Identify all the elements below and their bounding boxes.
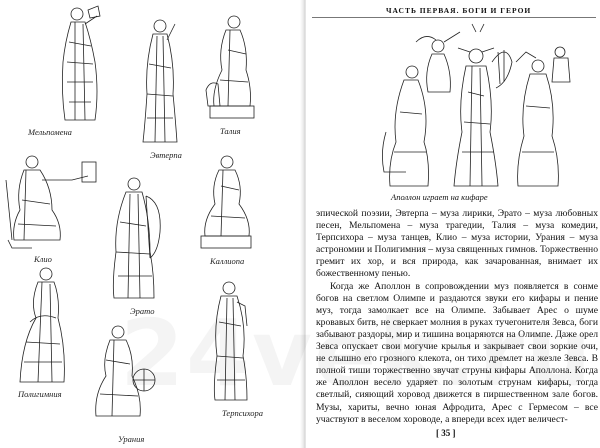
caption-thalia: Талия — [220, 126, 241, 136]
figure-apollo-scene — [376, 22, 576, 190]
paragraph-2: Когда же Аполлон в сопровождении муз появляется в сонме богов на светлом Олимпе и раздаются звуки его кифары и пение муз, тогда замолкает все на Олимпе. Забывает Арес о шуме кровавых битв, не сверкает молния в руках тучегонителя Зевса, боги забывают раздоры, мир и тишина воцаряются на Олимпе. Даже орел Зевса опускает свои могучие крылья и закрывает свои зоркие очи, не слышно его грозного клекота, он тихо дремлет на жезле Зевса. В полной тиши торжественно звучат струны кифары Аполлона. Когда же Аполлон весело ударяет по золотым струнам кифары, тогда светлый, сияющий хоровод движется в пиршественном зале богов. Музы, хариты, вечно юная Афродита, Арес с Гермесом – все участвуют в веселом хороводе, а впереди всех идет величест- — [316, 280, 598, 425]
caption-terpsichore: Терпсихора — [222, 408, 264, 418]
figure-clio — [2, 150, 102, 252]
figure-terpsichore — [205, 276, 257, 404]
caption-erato: Эрато — [130, 306, 155, 316]
figure-euterpe — [135, 14, 185, 146]
header-rule — [312, 17, 596, 18]
caption-melpomene: Мельпомена — [28, 127, 72, 137]
figure-kalliope — [195, 150, 257, 250]
caption-kalliope: Каллиопа — [210, 256, 245, 266]
caption-urania: Урания — [118, 434, 145, 444]
running-head: ЧАСТЬ ПЕРВАЯ. БОГИ И ГЕРОИ — [386, 6, 532, 15]
figure-melpomene — [55, 2, 110, 124]
page-number: [ 35 ] — [436, 428, 456, 438]
body-text — [316, 208, 598, 426]
figure-thalia — [200, 10, 262, 120]
figure-erato — [104, 172, 172, 302]
caption-clio: Клио — [34, 254, 52, 264]
right-page — [306, 0, 600, 448]
figure-urania — [88, 320, 158, 430]
caption-polyhymnia: Полигимния — [18, 389, 62, 399]
caption-euterpe: Эвтерпа — [150, 150, 182, 160]
figure-polyhymnia — [12, 262, 76, 386]
paragraph-1: эпической поэзии, Эвтерпа – муза лирики, Эрато – муза любовных песен, Мельпомена – муза трагедии, Талия – муза комедии, Терпсихора – муза танцев, Клио – муза истории, Урания – муза астрономии и Полигимния – муза священных гимнов. Торжественно гремит их хор, и вся природа, как зачарованная, внимает их божественному пенью. — [316, 208, 598, 280]
caption-apollo: Аполлон играет на кифаре — [391, 192, 488, 202]
